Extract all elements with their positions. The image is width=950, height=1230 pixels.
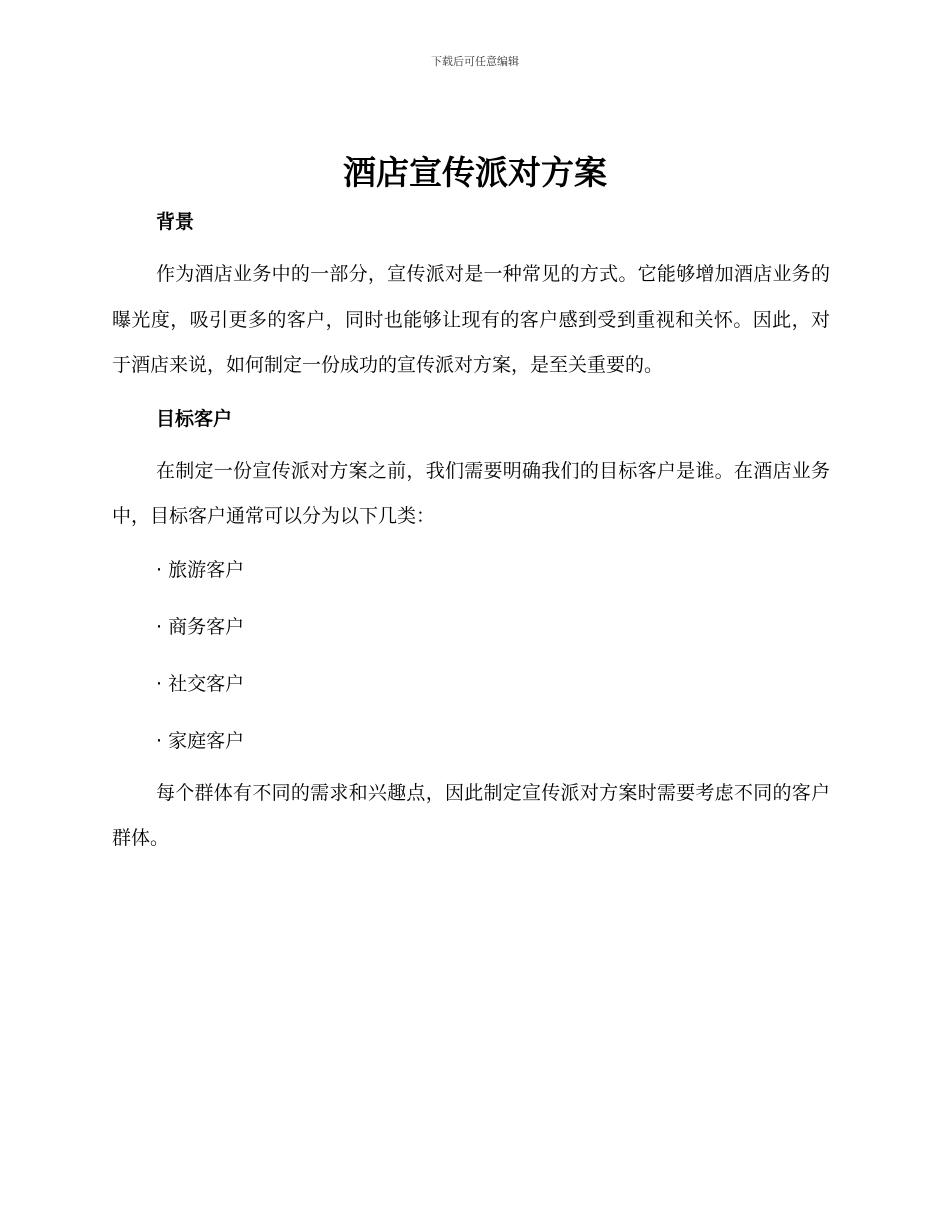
list-item: · 商务客户 <box>156 615 245 638</box>
document-title: 酒店宣传派对方案 <box>343 153 607 192</box>
section-heading-background: 背景 <box>156 211 195 233</box>
list-item: · 旅游客户 <box>156 558 245 581</box>
target-conclusion-paragraph: 每个群体有不同的需求和兴趣点，因此制定宣传派对方案时需要考虑不同的客户群体。 <box>112 781 830 849</box>
list-item: · 家庭客户 <box>156 729 245 752</box>
target-intro-paragraph: 在制定一份宣传派对方案之前，我们需要明确我们的目标客户是谁。在酒店业务中，目标客户通常可以分为以下几类： <box>112 459 830 527</box>
section-heading-target: 目标客户 <box>156 407 233 430</box>
background-paragraph: 作为酒店业务中的一部分，宣传派对是一种常见的方式。它能够增加酒店业务的曝光度，吸引更多的客户，同时也能够让现有的客户感到受到重视和关怀。因此，对于酒店来说，如何制定一份成功的宣传派对方案，是至关重要的。 <box>112 263 830 376</box>
list-item: · 社交客户 <box>156 672 245 695</box>
document-body <box>112 204 830 862</box>
header-note: 下载后可任意编辑 <box>431 55 519 68</box>
